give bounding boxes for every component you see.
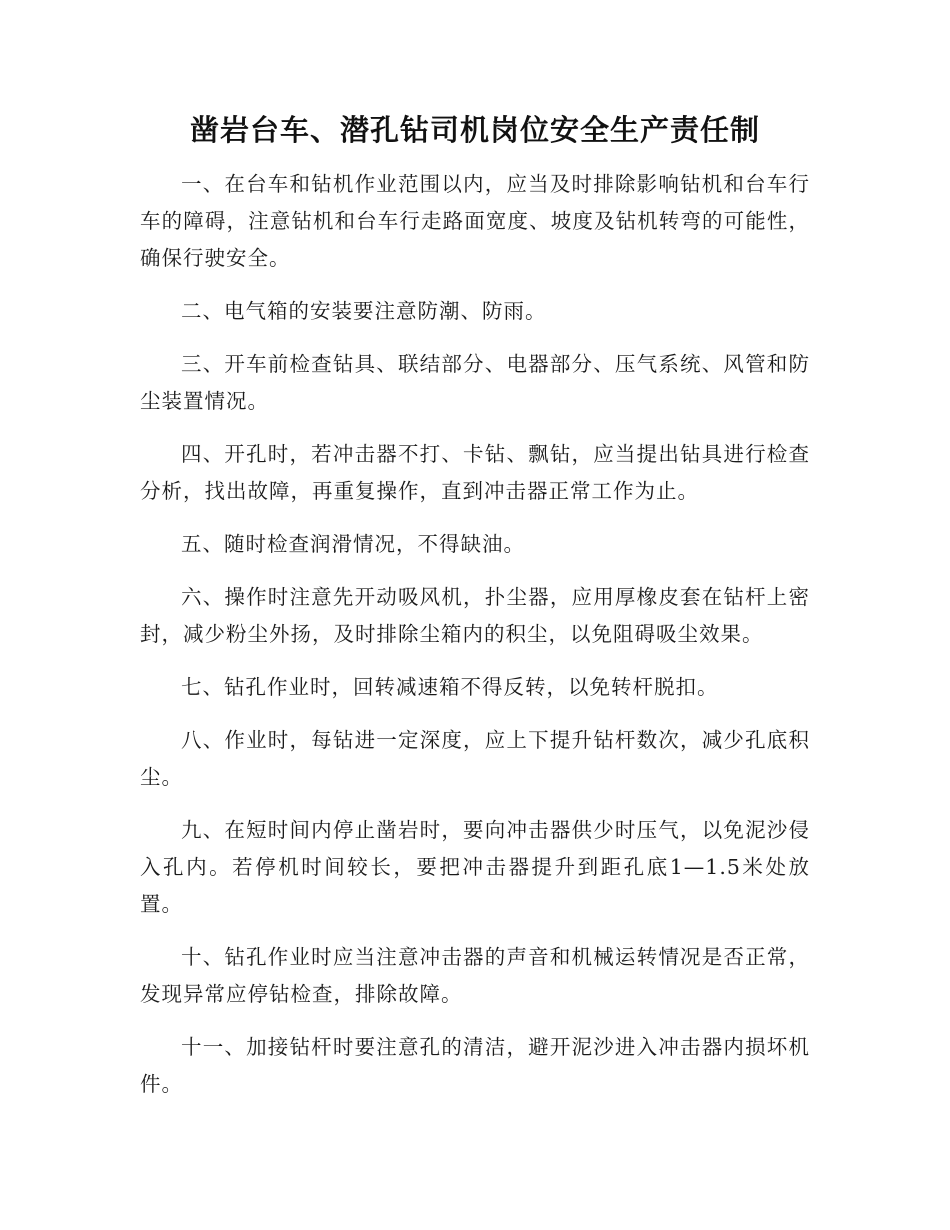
clause-1: 一、在台车和钻机作业范围以内，应当及时排除影响钻机和台车行车的障碍，注意钻机和台车行走路面宽度、坡度及钻机转弯的可能性，确保行驶安全。 bbox=[140, 172, 810, 270]
clause-5: 五、随时检查润滑情况，不得缺油。 bbox=[181, 532, 525, 556]
clause-2: 二、电气箱的安装要注意防潮、防雨。 bbox=[181, 299, 547, 323]
clause-11: 十一、加接钻杆时要注意孔的清洁，避开泥沙进入冲击器内损坏机件。 bbox=[140, 1035, 810, 1096]
clause-list bbox=[140, 166, 810, 1103]
clause-8: 八、作业时，每钻进一定深度，应上下提升钻杆数次，减少孔底积尘。 bbox=[140, 728, 810, 789]
clause-7: 七、钻孔作业时，回转减速箱不得反转，以免转杆脱扣。 bbox=[181, 675, 719, 699]
clause-4: 四、开孔时，若冲击器不打、卡钻、飘钻，应当提出钻具进行检查分析，找出故障，再重复操作，直到冲击器正常工作为止。 bbox=[140, 442, 810, 503]
clause-6: 六、操作时注意先开动吸风机，扑尘器，应用厚橡皮套在钻杆上密封，减少粉尘外扬，及时排除尘箱内的积尘，以免阻碍吸尘效果。 bbox=[140, 585, 810, 646]
clause-10: 十、钻孔作业时应当注意冲击器的声音和机械运转情况是否正常，发现异常应停钻检查，排除故障。 bbox=[140, 945, 810, 1006]
clause-9: 九、在短时间内停止凿岩时，要向冲击器供少时压气，以免泥沙侵入孔内。若停机时间较长，要把冲击器提升到距孔底1—1.5米处放置。 bbox=[140, 818, 810, 916]
clause-3: 三、开车前检查钻具、联结部分、电器部分、压气系统、风管和防尘装置情况。 bbox=[140, 352, 810, 413]
document-title: 凿岩台车、潜孔钻司机岗位安全生产责任制 bbox=[189, 113, 760, 147]
